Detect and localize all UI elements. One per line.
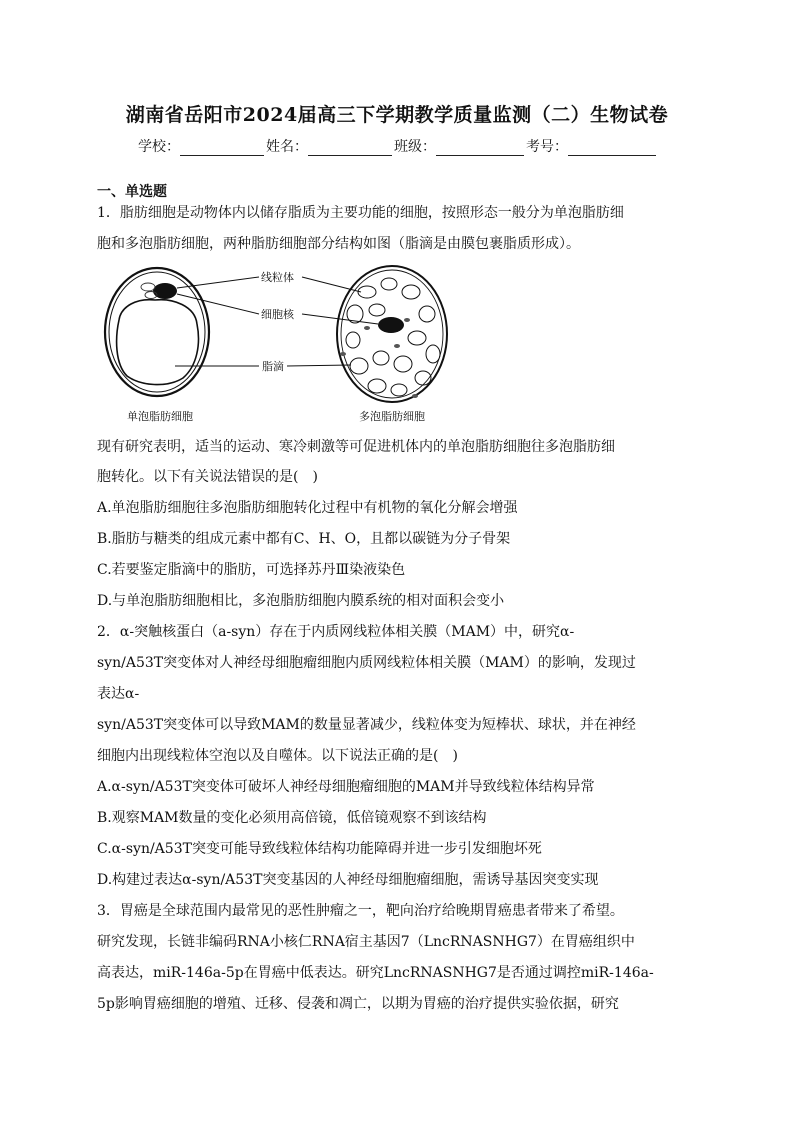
label-mitochondrion: 线粒体 <box>261 271 294 284</box>
section-heading: 一、单选题 <box>97 184 167 200</box>
multilocular-cell-diagram <box>337 266 447 402</box>
label-lipid-droplet: 脂滴 <box>262 360 284 373</box>
q3-stem-line-3: 高表达，miR-146a-5p在胃癌中低表达。研究LncRNASNHG7是否通过调控miR-146a- <box>97 965 654 981</box>
label-nucleus: 细胞核 <box>261 308 294 321</box>
q2-option-a[interactable]: A.α-syn/A53T突变体可破坏人神经母细胞瘤细胞的MAM并导致线粒体结构异常 <box>97 779 595 795</box>
q1-option-d[interactable]: D.与单泡脂肪细胞相比，多泡脂肪细胞内膜系统的相对面积会变小 <box>97 593 505 609</box>
q1-stem-line-2: 胞和多泡脂肪细胞，两种脂肪细胞部分结构如图（脂滴是由膜包裹脂质形成）。 <box>97 236 580 252</box>
q1-option-a[interactable]: A.单泡脂肪细胞往多泡脂肪细胞转化过程中有机物的氧化分解会增强 <box>97 500 518 516</box>
name-label: 姓名： <box>266 139 308 155</box>
q1-option-c[interactable]: C.若要鉴定脂滴中的脂肪，可选择苏丹Ⅲ染液染色 <box>97 562 406 578</box>
q3-stem-line-4: 5p影响胃癌细胞的增殖、迁移、侵袭和凋亡，以期为胃癌的治疗提供实验依据，研究 <box>97 996 619 1012</box>
unilocular-cell-diagram <box>105 268 209 396</box>
class-label: 班级： <box>394 139 436 155</box>
q2-option-b[interactable]: B.观察MAM数量的变化必须用高倍镜，低倍镜观察不到该结构 <box>97 810 487 826</box>
q3-stem-line-2: 研究发现，长链非编码RNA小核仁RNA宿主基因7（LncRNASNHG7）在胃癌组织中 <box>97 934 635 950</box>
q1-stem-line-3: 现有研究表明，适当的运动、寒冷刺激等可促进机体内的单泡脂肪细胞往多泡脂肪细 <box>97 439 615 455</box>
q3-stem-line-1: 3．胃癌是全球范围内最常见的恶性肿瘤之一，靶向治疗给晚期胃癌患者带来了希望。 <box>97 903 624 919</box>
q2-option-c[interactable]: C.α-syn/A53T突变可能导致线粒体结构功能障碍并进一步引发细胞坏死 <box>97 841 542 857</box>
adipocyte-figure <box>97 262 457 427</box>
q2-stem-line-2: syn/A53T突变体对人神经母细胞瘤细胞内质网线粒体相关膜（MAM）的影响，发现过 <box>97 655 636 671</box>
exam-no-blank[interactable] <box>568 139 656 156</box>
q2-stem-line-3: 表达α- <box>97 686 140 702</box>
caption-multilocular: 多泡脂肪细胞 <box>359 410 425 423</box>
name-blank[interactable] <box>308 139 392 156</box>
exam-title: 湖南省岳阳市2024届高三下学期教学质量监测（二）生物试卷 <box>125 104 669 126</box>
q2-stem-line-5: 细胞内出现线粒体空泡以及自噬体。以下说法正确的是( ) <box>97 748 458 764</box>
caption-unilocular: 单泡脂肪细胞 <box>127 410 193 423</box>
q1-stem-line-4: 胞转化。以下有关说法错误的是( ) <box>97 469 318 485</box>
q1-stem-line-1: 1．脂肪细胞是动物体内以储存脂质为主要功能的细胞，按照形态一般分为单泡脂肪细 <box>97 205 624 221</box>
q1-option-b[interactable]: B.脂肪与糖类的组成元素中都有C、H、O，且都以碳链为分子骨架 <box>97 531 511 547</box>
q2-option-d[interactable]: D.构建过表达α-syn/A53T突变基因的人神经母细胞瘤细胞，需诱导基因突变实现 <box>97 872 599 888</box>
student-info-row <box>0 136 794 156</box>
q2-stem-line-1: 2．α-突触核蛋白（a-syn）存在于内质网线粒体相关膜（MAM）中，研究α- <box>97 624 575 640</box>
exam-no-label: 考号： <box>526 139 568 155</box>
class-blank[interactable] <box>436 139 524 156</box>
school-label: 学校： <box>138 139 180 155</box>
school-blank[interactable] <box>180 139 264 156</box>
q2-stem-line-4: syn/A53T突变体可以导致MAM的数量显著减少，线粒体变为短棒状、球状，并在神经 <box>97 717 636 733</box>
